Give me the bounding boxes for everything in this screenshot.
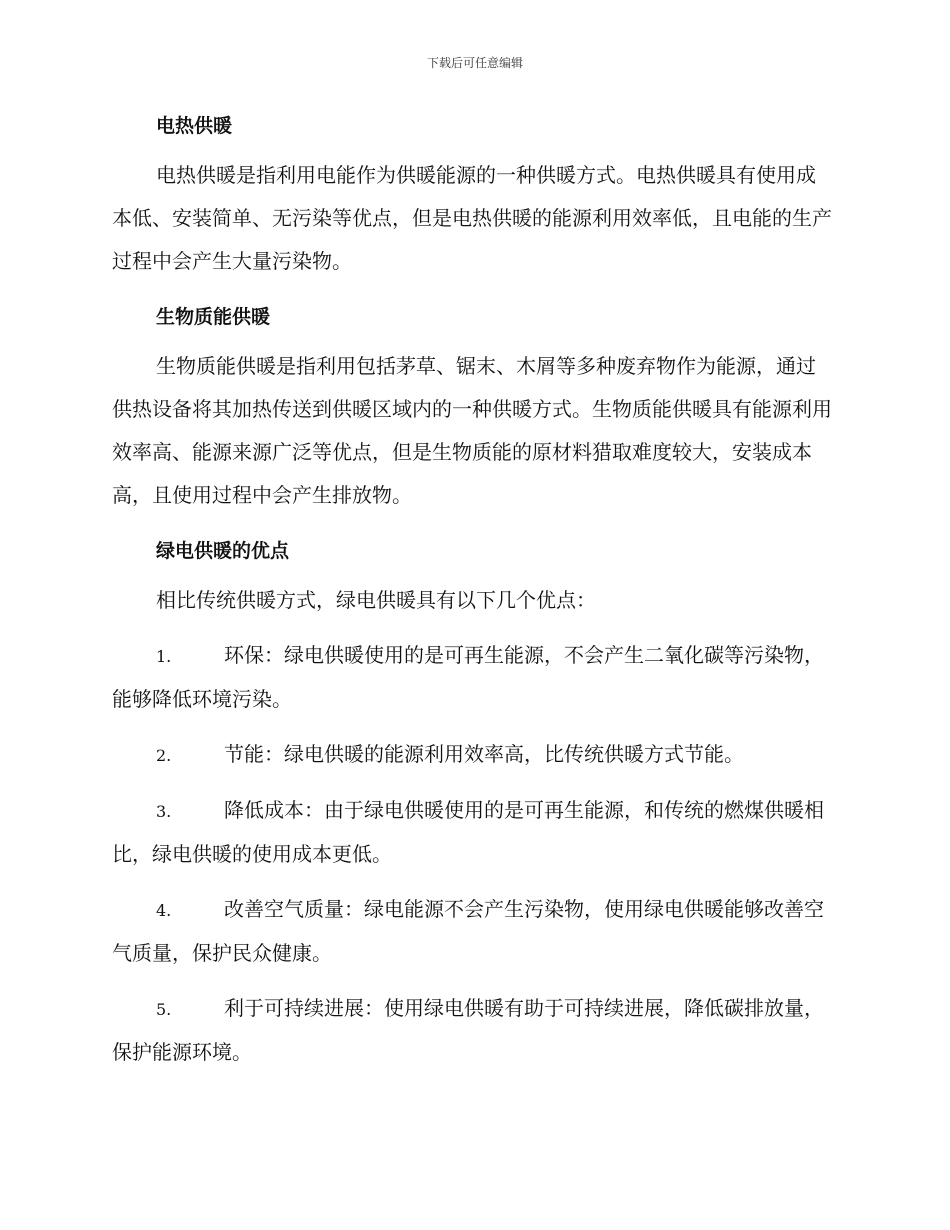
list-item-text: 利于可持续进展：使用绿电供暖有助于可持续进展，降低碳排放量，保护能源环境。	[112, 996, 824, 1064]
section-paragraph-biomass-heating: 生物质能供暖是指利用包括茅草、锯末、木屑等多种废弃物作为能源，通过供热设备将其加热传送到供暖区域内的一种供暖方式。生物质能供暖具有能源利用效率高、能源来源广泛等优点，但是生物质能的原材料猎取难度较大，安装成本高，且使用过程中会产生排放物。	[112, 354, 832, 507]
section-paragraph-green-heating-intro: 相比传统供暖方式，绿电供暖具有以下几个优点：	[156, 588, 596, 612]
list-item-number: 1.	[156, 647, 172, 666]
list-item-text: 环保：绿电供暖使用的是可再生能源，不会产生二氧化碳等污染物，能够降低环境污染。	[112, 643, 824, 711]
list-item	[112, 888, 834, 975]
list-item	[112, 987, 834, 1074]
section-heading-biomass-heating: 生物质能供暖	[156, 306, 271, 328]
list-item-number: 3.	[156, 802, 172, 821]
list-item	[112, 634, 834, 721]
list-item-text: 降低成本：由于绿电供暖使用的是可再生能源，和传统的燃煤供暖相比，绿电供暖的使用成本更低。	[112, 798, 824, 866]
list-item	[112, 789, 834, 876]
list-item-number: 2.	[156, 746, 172, 765]
page-header: 下载后可任意编辑	[426, 56, 523, 70]
section-heading-electric-heating: 电热供暖	[156, 115, 233, 137]
list-item-text: 节能：绿电供暖的能源利用效率高，比传统供暖方式节能。	[224, 742, 744, 766]
document-body	[112, 110, 834, 1074]
list-item-text: 改善空气质量：绿电能源不会产生污染物，使用绿电供暖能够改善空气质量，保护民众健康。	[112, 897, 824, 965]
section-heading-green-heating-advantages: 绿电供暖的优点	[156, 540, 290, 562]
list-item-number: 4.	[156, 901, 172, 920]
list-item-number: 5.	[156, 1000, 172, 1019]
advantages-list	[112, 634, 834, 1074]
section-paragraph-electric-heating: 电热供暖是指利用电能作为供暖能源的一种供暖方式。电热供暖具有使用成本低、安装简单、无污染等优点，但是电热供暖的能源利用效率低，且电能的生产过程中会产生大量污染物。	[112, 163, 832, 273]
list-item	[112, 733, 834, 777]
